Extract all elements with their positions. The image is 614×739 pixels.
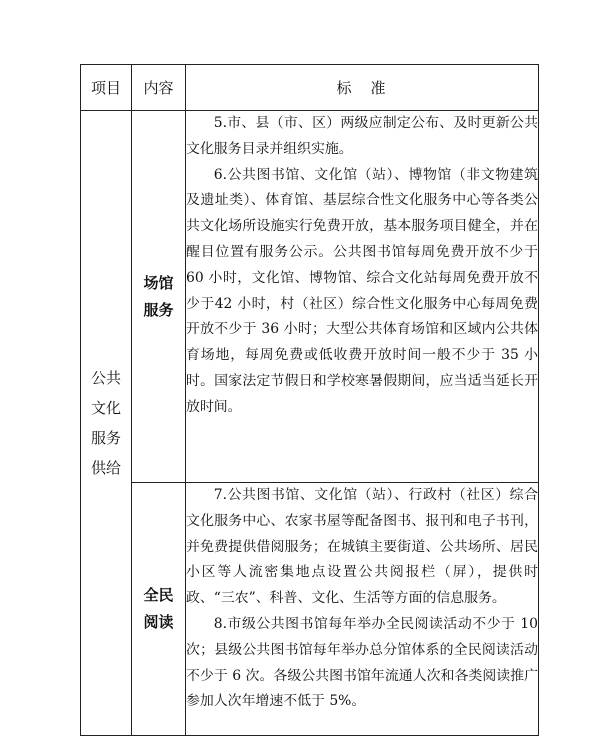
standard-paragraph: 7.公共图书馆、文化馆（站）、行政村（社区）综合文化服务中心、农家书屋等配备图书、报刊和电子书刊，并免费提供借阅服务；在城镇主要街道、公共场所、居民小区等人流密集地点设置公共阅报栏（屏），提供时政、“三农”、科普、文化、生活等方面的信息服务。	[186, 487, 538, 607]
header-content: 内容	[132, 65, 186, 111]
item-line: 公共	[90, 369, 121, 387]
content-line: 场馆	[143, 273, 174, 292]
content-cell-national-reading	[132, 483, 186, 736]
content-line: 服务	[143, 300, 174, 319]
standards-table	[80, 64, 539, 736]
item-line: 供给	[90, 459, 121, 477]
content-line: 阅读	[143, 613, 174, 631]
standard-paragraph: 8.市级公共图书馆每年举办全民阅读活动不少于 10 次；县级公共图书馆每年举办总分馆体系的全民阅读活动不少于 6 次。各级公共图书馆年流通人次和各类阅读推广参加人次年增速不低于 5%。	[186, 615, 538, 710]
header-item: 项目	[81, 65, 132, 111]
content-cell-venue-service	[132, 111, 186, 483]
standard-text-cell	[186, 111, 539, 483]
standard-paragraph: 5.市、县（市、区）两级应制定公布、及时更新公共文化服务目录并组织实施。	[186, 115, 538, 157]
item-line: 服务	[90, 429, 121, 447]
content-line: 全民	[143, 586, 174, 604]
item-line: 文化	[90, 399, 121, 417]
table-header-row	[81, 65, 539, 111]
table-row	[81, 483, 539, 736]
header-standard: 标 准	[186, 65, 539, 111]
table-row	[81, 111, 539, 483]
item-cell-public-culture-supply	[81, 111, 132, 736]
standard-paragraph: 6.公共图书馆、文化馆（站）、博物馆（非文物建筑及遗址类）、体育馆、基层综合性文化服务中心等各类公共文化场所设施实行免费开放，基本服务项目健全，并在醒目位置有服务公示。公共图书馆每周免费开放不少于 60 小时，文化馆、博物馆、综合文化站每周免费开放不少于42 小时，村（社区）综合性文化服务中心每周免费开放不少于 36 小时；大型公共体育场馆和区域内公共体育场地，每周免费或低收费开放时间一般不少于 35 小时。国家法定节假日和学校寒暑假期间，应当适当延长开放时间。	[186, 166, 538, 415]
standard-text-cell	[186, 483, 539, 736]
